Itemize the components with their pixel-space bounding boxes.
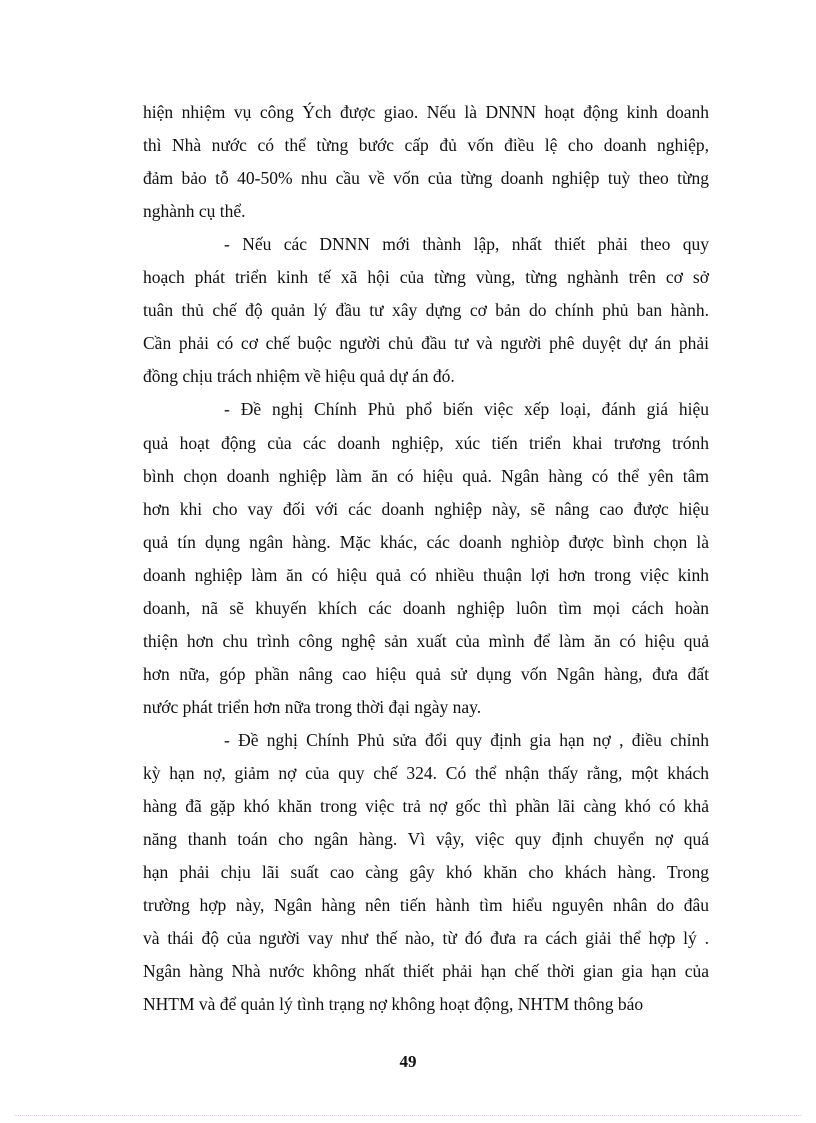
text-line: kỳ hạn nợ, giảm nợ của quy chế 324. Có thể nhận thấy rằng, một khách bbox=[143, 763, 709, 783]
text-line: thì Nhà nước có thể từng bước cấp đủ vốn điều lệ cho doanh nghiệp, bbox=[143, 135, 709, 156]
text-line: đảm bảo tỗ 40-50% nhu cầu về vốn của từng doanh nghiệp tuỳ theo từng bbox=[143, 168, 709, 189]
text-line: nước phát triển hơn nữa trong thời đại ngày nay. bbox=[143, 696, 482, 717]
text-line: doanh nghiệp làm ăn có hiệu quả có nhiều thuận lợi hơn trong việc kinh bbox=[143, 564, 709, 585]
text-line: Ngân hàng Nhà nước không nhất thiết phải hạn chế thời gian gia hạn của bbox=[143, 961, 709, 982]
text-line: trường hợp này, Ngân hàng nên tiến hành tìm hiểu nguyên nhân do đâu bbox=[143, 895, 709, 916]
text-line: hàng đã gặp khó khăn trong việc trả nợ gốc thì phần lãi càng khó có khả bbox=[143, 796, 709, 817]
text-line: thiện hơn chu trình công nghệ sản xuất của mình để làm ăn có hiệu quả bbox=[143, 630, 709, 651]
text-line: hơn nữa, góp phần nâng cao hiệu quả sử dụng vốn Ngân hàng, đưa đất bbox=[143, 663, 709, 684]
page-boundary-divider bbox=[15, 1115, 801, 1116]
text-line: đồng chịu trách nhiệm về hiệu quả dự án đó. bbox=[143, 366, 455, 387]
text-line: quả hoạt động của các doanh nghiệp, xúc tiến triển khai trương trónh bbox=[143, 432, 709, 453]
text-line: quả tín dụng ngân hàng. Mặc khác, các doanh nghiòp được bình chọn là bbox=[143, 531, 709, 552]
text-line: hạn phải chịu lãi suất cao càng gây khó khăn cho khách hàng. Trong bbox=[143, 862, 709, 883]
text-line: NHTM và để quản lý tình trạng nợ không hoạt động, NHTM thông báo bbox=[143, 994, 644, 1015]
text-line: và thái độ của người vay như thế nào, từ đó đưa ra cách giải thể hợp lý . bbox=[143, 928, 709, 949]
text-line: nghành cụ thể. bbox=[143, 201, 246, 222]
text-line: - Đề nghị Chính Phủ phổ biến việc xếp loại, đánh giá hiệu bbox=[224, 399, 709, 420]
text-line: Cần phải có cơ chế buộc người chủ đầu tư và người phê duyệt dự án phải bbox=[143, 333, 709, 354]
text-line: bình chọn doanh nghiệp làm ăn có hiệu quả. Ngân hàng có thể yên tâm bbox=[143, 465, 709, 486]
text-line: doanh, nã sẽ khuyến khích các doanh nghiệp luôn tìm mọi cách hoàn bbox=[143, 597, 709, 618]
text-line: - Đề nghị Chính Phủ sửa đổi quy định gia hạn nợ , điều chỉnh bbox=[224, 729, 709, 750]
text-line: hiện nhiệm vụ công Ých được giao. Nếu là DNNN hoạt động kinh doanh bbox=[143, 102, 709, 122]
text-line: - Nếu các DNNN mới thành lập, nhất thiết phải theo quy bbox=[224, 234, 709, 255]
page-number: 49 bbox=[399, 1052, 417, 1071]
text-line: tuân thủ chế độ quản lý đầu tư xây dựng cơ bản do chính phủ ban hành. bbox=[143, 300, 709, 321]
text-line: hơn khi cho vay đối với các doanh nghiệp này, sẽ nâng cao được hiệu bbox=[143, 498, 709, 519]
text-line: hoạch phát triển kinh tế xã hội của từng vùng, từng nghành trên cơ sở bbox=[143, 267, 709, 288]
text-line: năng thanh toán cho ngân hàng. Vì vậy, việc quy định chuyển nợ quá bbox=[143, 829, 709, 850]
